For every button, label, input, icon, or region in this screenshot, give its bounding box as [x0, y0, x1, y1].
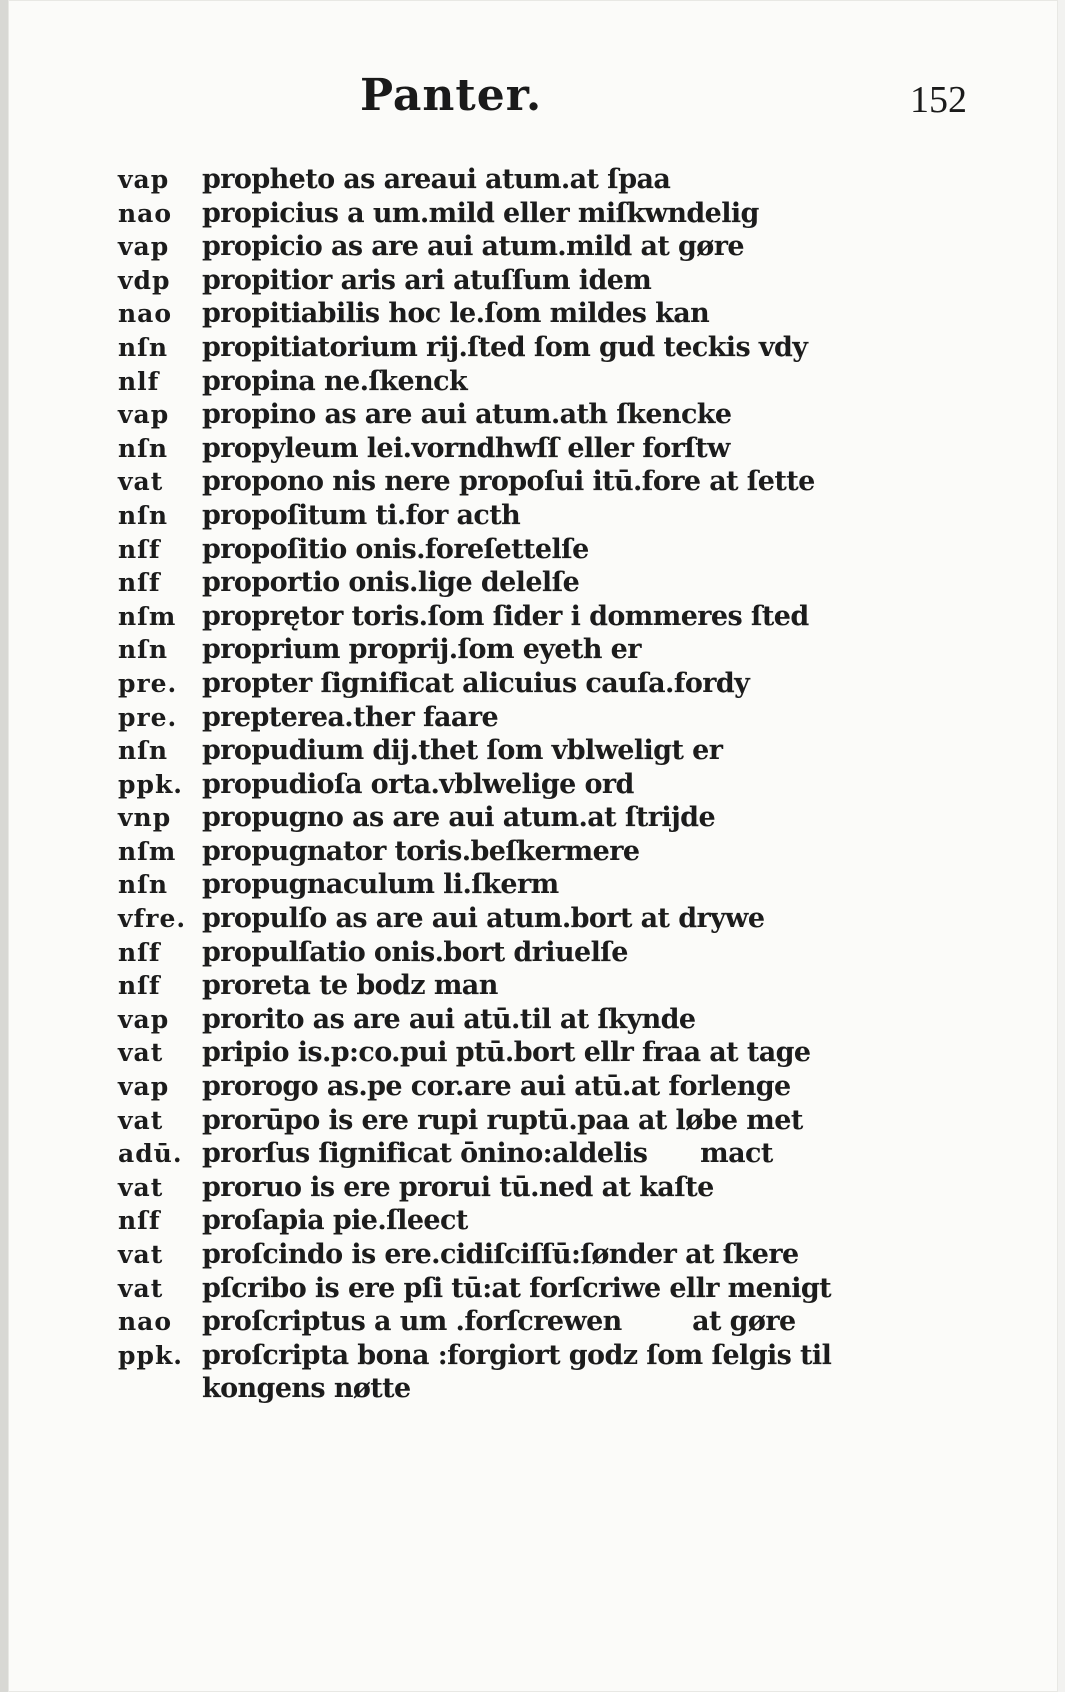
entry-text: proſcripta bona :forgiort godz ſom ſelgis til: [202, 1339, 832, 1371]
dictionary-entry: [118, 198, 1018, 232]
grammar-abbreviation: vfre.: [118, 904, 187, 934]
grammar-abbreviation: vat: [118, 1105, 164, 1135]
dictionary-entry: [118, 769, 1018, 803]
entry-text: prorogo as.pe cor.are aui atū.at forlenge: [202, 1071, 791, 1103]
grammar-abbreviation: nſn: [118, 500, 169, 530]
grammar-abbreviation: vap: [118, 1072, 170, 1102]
page-number: 152: [910, 79, 967, 121]
grammar-abbreviation: pre.: [118, 668, 178, 698]
entry-text: proprętor toris.ſom ſider i dommeres ſted: [202, 600, 809, 632]
dictionary-entry: [118, 366, 1018, 400]
dictionary-entry: [118, 534, 1018, 568]
grammar-abbreviation: nſn: [118, 870, 169, 900]
dictionary-entry: [118, 1071, 1018, 1105]
dictionary-entry: [118, 231, 1018, 265]
grammar-abbreviation: vat: [118, 1172, 164, 1202]
grammar-abbreviation: nſm: [118, 601, 177, 631]
entry-text: propheto as areaui atum.at ſpaa: [202, 164, 671, 195]
entry-text: prorūpo is ere rupi ruptū.paa at løbe met: [202, 1104, 803, 1136]
grammar-abbreviation: vap: [118, 232, 170, 262]
grammar-abbreviation: nſm: [118, 836, 177, 866]
entry-text: prepterea.ther faare: [202, 701, 499, 733]
dictionary-entry: [118, 869, 1018, 903]
entry-text: propono nis nere propoſui itū.fore at ſette: [202, 466, 815, 498]
grammar-abbreviation: nſf: [118, 1206, 161, 1236]
entry-text: proportio onis.lige delelſe: [202, 567, 580, 599]
dictionary-entry: [118, 1172, 1018, 1206]
dictionary-entry: [118, 1239, 1018, 1273]
entry-text: proprium proprij.ſom eyeth er: [202, 634, 641, 666]
grammar-abbreviation: nao: [118, 299, 173, 329]
dictionary-entry: [118, 1037, 1018, 1071]
entry-text: proſapia pie.ſleect: [202, 1205, 468, 1237]
dictionary-entry: [118, 601, 1018, 635]
entry-text: propudium dij.thet ſom vblweligt er: [202, 735, 723, 767]
entry-text: propugnaculum li.ſkerm: [202, 869, 559, 901]
grammar-abbreviation: nſn: [118, 433, 169, 463]
entry-text: propter ſignificat alicuius cauſa.fordy: [202, 667, 750, 699]
grammar-abbreviation: vdp: [118, 265, 171, 295]
grammar-abbreviation: adū.: [118, 1139, 183, 1169]
entry-text: propicius a um.mild eller miſkwndelig: [202, 197, 759, 229]
entry-text: prorito as are aui atū.til at ſkynde: [202, 1003, 696, 1035]
entry-text: propulſatio onis.bort driuelſe: [202, 936, 628, 968]
entry-text: propugnator toris.beſkermere: [202, 835, 640, 867]
dictionary-entry: [118, 1205, 1018, 1239]
grammar-abbreviation: vap: [118, 165, 170, 194]
dictionary-entry: [118, 466, 1018, 500]
entry-text: propitiabilis hoc le.ſom mildes kan: [202, 298, 710, 330]
dictionary-entry: [118, 735, 1018, 769]
entry-text: propoſitio onis.foreſettelſe: [202, 533, 589, 565]
grammar-abbreviation: vnp: [118, 803, 172, 833]
entry-text: propudioſa orta.vblwelige ord: [202, 768, 634, 800]
entry-text: proſcindo is ere.cidiſciſſū:ſønder at ſkere: [202, 1239, 799, 1270]
dictionary-entry: [118, 298, 1018, 332]
grammar-abbreviation: nlf: [118, 366, 160, 396]
grammar-abbreviation: nao: [118, 198, 173, 228]
dictionary-entry: [118, 1105, 1018, 1139]
grammar-abbreviation: nſf: [118, 937, 161, 967]
grammar-abbreviation: vat: [118, 467, 164, 497]
dictionary-entry-continuation: [118, 1373, 1018, 1407]
entry-text: propino as are aui atum.ath ſkencke: [202, 399, 732, 431]
dictionary-entry: [118, 970, 1018, 1004]
dictionary-entry: [118, 164, 1018, 198]
grammar-abbreviation: vat: [118, 1038, 164, 1068]
entry-text: propugno as are aui atum.at ſtrijde: [202, 802, 716, 834]
entry-text: propicio as are aui atum.mild at gøre: [202, 231, 744, 263]
dictionary-entry: [118, 937, 1018, 971]
dictionary-entry: [118, 903, 1018, 937]
grammar-abbreviation: nſn: [118, 635, 169, 665]
grammar-abbreviation: pre.: [118, 702, 178, 732]
page-spine-edge: [0, 0, 8, 1692]
grammar-abbreviation: vat: [118, 1273, 164, 1303]
entry-text: propyleum lei.vorndhwſſ eller forſtw: [202, 432, 730, 464]
entry-text: kongens nøtte: [202, 1373, 411, 1405]
grammar-abbreviation: nao: [118, 1307, 173, 1337]
entry-text: propulſo as are aui atum.bort at drywe: [202, 903, 765, 935]
dictionary-entry: [118, 702, 1018, 736]
dictionary-entry: [118, 433, 1018, 467]
dictionary-entry: [118, 567, 1018, 601]
grammar-abbreviation: nſf: [118, 534, 161, 564]
dictionary-entry: [118, 1273, 1018, 1307]
dictionary-entry: [118, 332, 1018, 366]
dictionary-entry: [118, 500, 1018, 534]
grammar-abbreviation: nſf: [118, 568, 161, 598]
grammar-abbreviation: ppk.: [118, 769, 183, 799]
entry-text: proſcriptus a um .forſcrewen at gøre: [202, 1306, 796, 1338]
entry-text: pripio is.p:co.pui ptū.bort ellr fraa at tage: [202, 1037, 811, 1069]
entry-text: proruo is ere prorui tū.ned at kaſte: [202, 1171, 714, 1203]
dictionary-entry: [118, 1306, 1018, 1340]
grammar-abbreviation: nſn: [118, 332, 169, 362]
dictionary-entry: [118, 668, 1018, 702]
dictionary-entry: [118, 1340, 1018, 1374]
grammar-abbreviation: nſf: [118, 971, 161, 1001]
grammar-abbreviation: ppk.: [118, 1340, 183, 1370]
entry-text: proreta te bodz man: [202, 970, 498, 1002]
grammar-abbreviation: vap: [118, 400, 170, 430]
grammar-abbreviation: vat: [118, 1240, 164, 1269]
grammar-abbreviation: nſn: [118, 736, 169, 766]
dictionary-entry-list: [118, 164, 1018, 1407]
dictionary-entry: [118, 1004, 1018, 1038]
dictionary-entry: [118, 802, 1018, 836]
dictionary-entry: [118, 836, 1018, 870]
grammar-abbreviation: vap: [118, 1004, 170, 1034]
dictionary-entry: [118, 265, 1018, 299]
entry-text: propina ne.ſkenck: [202, 365, 468, 397]
dictionary-entry: [118, 1138, 1018, 1172]
entry-text: prorſus ſignificat ōnino:aldelis mact: [202, 1138, 773, 1170]
dictionary-entry: [118, 399, 1018, 433]
page-title: Panter.: [360, 70, 543, 121]
dictionary-entry: [118, 634, 1018, 668]
entry-text: propitiatorium rij.ſted ſom gud teckis vdy: [202, 331, 808, 363]
entry-text: propoſitum ti.for acth: [202, 499, 521, 531]
entry-text: pſcribo is ere pſi tū:at forſcriwe ellr menigt: [202, 1272, 832, 1304]
entry-text: propitior aris ari atuſſum idem: [202, 264, 652, 296]
